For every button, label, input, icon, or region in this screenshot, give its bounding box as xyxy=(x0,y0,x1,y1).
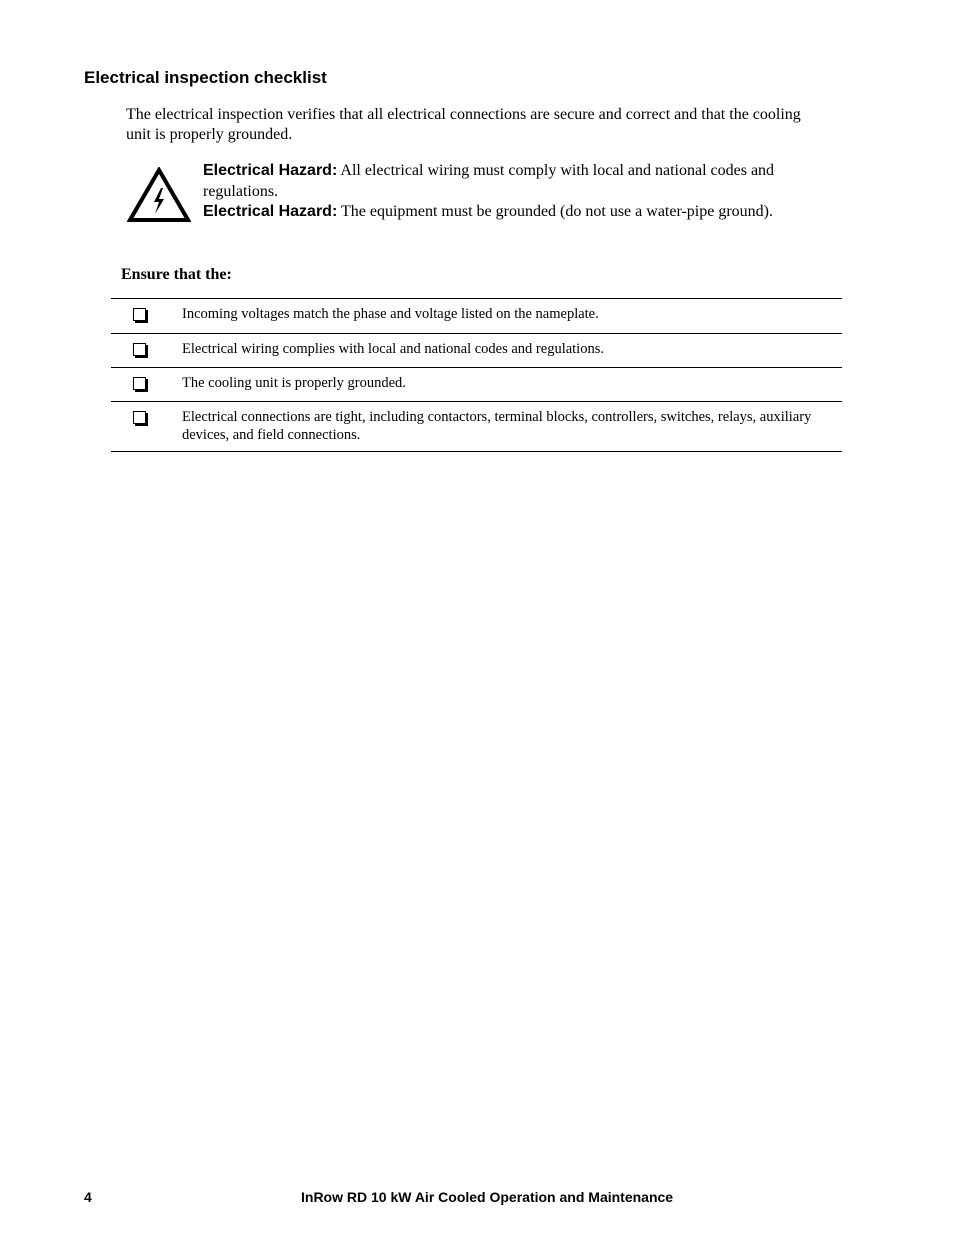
checklist-item-text: The cooling unit is properly grounded. xyxy=(182,375,406,391)
checkbox-icon[interactable] xyxy=(133,411,146,424)
hazard-notice xyxy=(203,202,843,223)
checkbox-icon[interactable] xyxy=(133,308,146,321)
checklist-row xyxy=(111,334,842,368)
footer-doc-title: InRow RD 10 kW Air Cooled Operation and Maintenance xyxy=(301,1189,674,1205)
checklist-table xyxy=(111,298,842,452)
hazard-notice xyxy=(203,161,843,202)
page-number: 4 xyxy=(84,1189,92,1205)
hazard-message: All electrical wiring must comply with local and national codes and regulations. xyxy=(203,162,775,200)
hazard-message: The equipment must be grounded (do not use a water-pipe ground). xyxy=(337,203,773,220)
checkbox-icon[interactable] xyxy=(133,343,146,356)
electrical-hazard-icon xyxy=(127,167,191,223)
hazard-label: Electrical Hazard: xyxy=(203,203,338,220)
checklist-item-text: Electrical wiring complies with local and national codes and regulations. xyxy=(182,341,604,357)
section-heading: Electrical inspection checklist xyxy=(84,68,327,87)
checklist-item-text: Incoming voltages match the phase and voltage listed on the nameplate. xyxy=(182,306,599,322)
checklist-item-text: Electrical connections are tight, including contactors, terminal blocks, controllers, switches, relays, auxiliary devices, and field connections. xyxy=(182,409,812,443)
checkbox-icon[interactable] xyxy=(133,377,146,390)
intro-paragraph: The electrical inspection verifies that all electrical connections are secure and correct and that the cooling unit is properly grounded. xyxy=(126,106,801,143)
checklist-title: Ensure that the: xyxy=(121,266,232,283)
checklist-row xyxy=(111,368,842,402)
hazard-notices xyxy=(203,161,843,223)
hazard-label: Electrical Hazard: xyxy=(203,162,338,179)
checklist-row xyxy=(111,299,842,334)
checklist-row xyxy=(111,402,842,452)
